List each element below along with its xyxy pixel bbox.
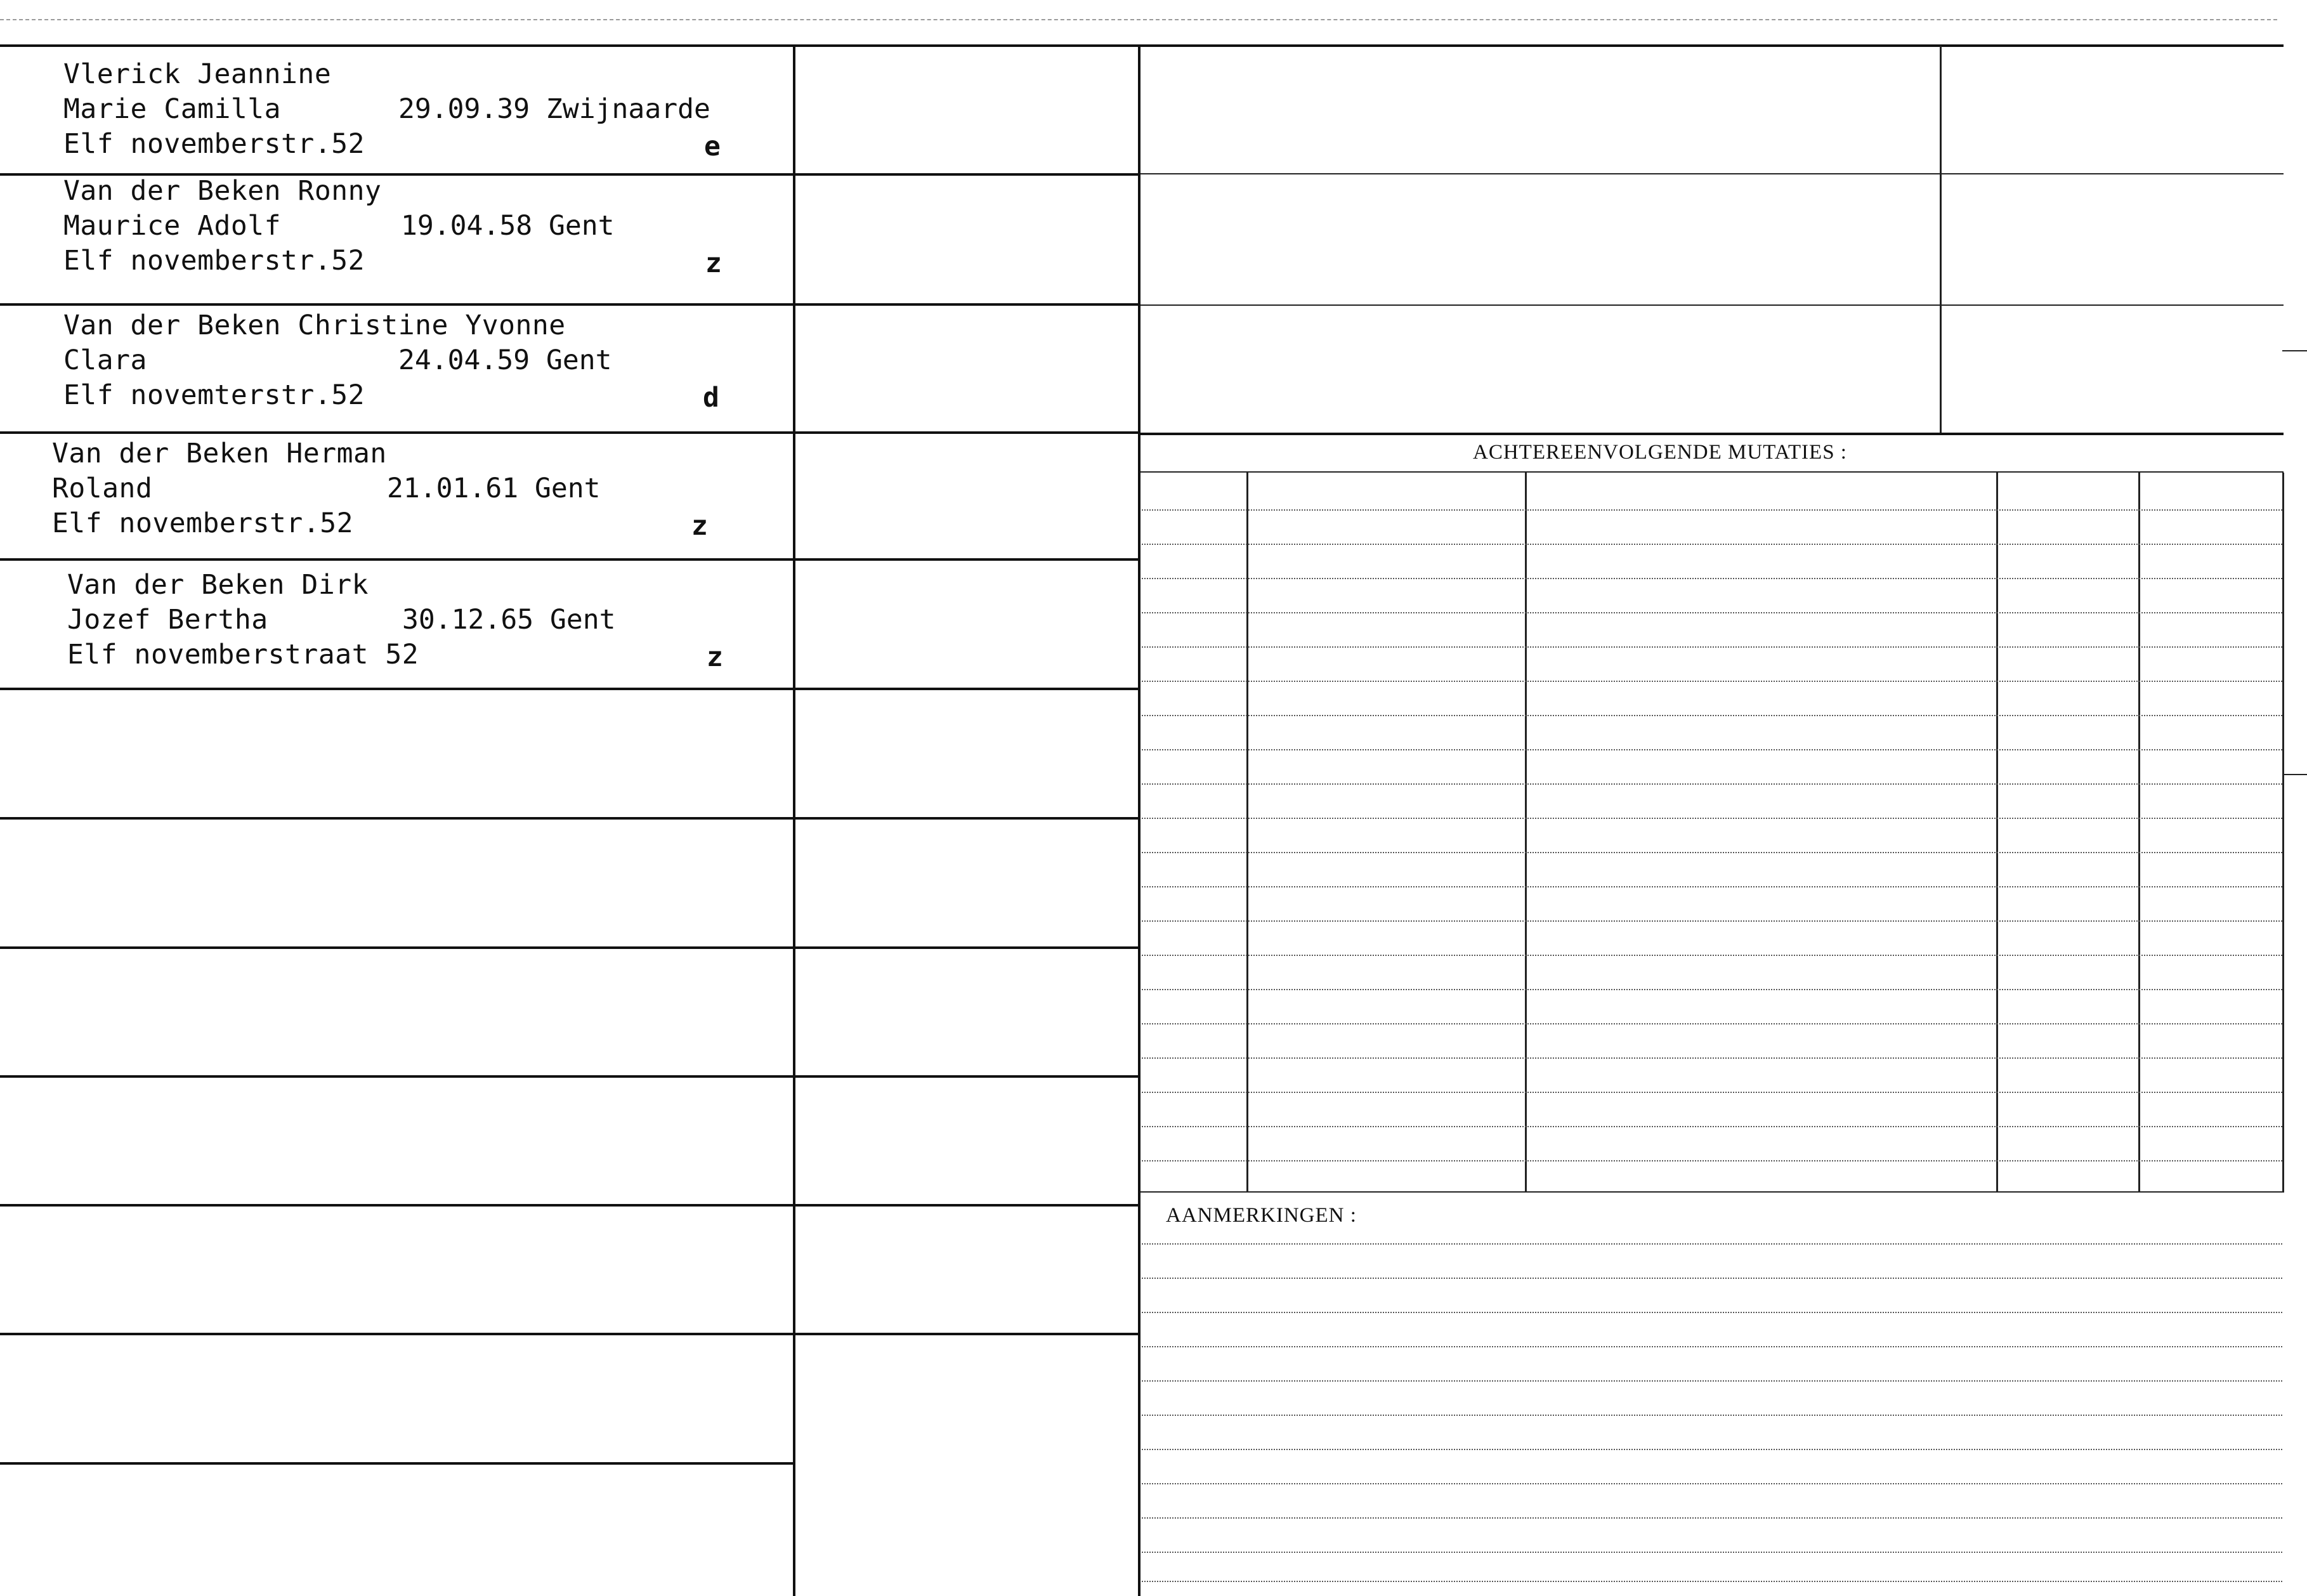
right-row-line (1140, 304, 2284, 306)
record-address: Elf novemberstraat 52 (67, 639, 419, 670)
record-address: Elf novemberstr.52 (52, 507, 353, 539)
mutaties-ruled-line (1142, 612, 2282, 613)
record-given-names: Roland (52, 473, 153, 504)
middle-row-line (795, 1075, 1138, 1078)
left-row-line (0, 688, 793, 690)
left-column-divider (793, 46, 795, 1596)
record-status-code: d (703, 382, 719, 414)
middle-row-line (795, 558, 1138, 561)
mutaties-col-divider (1246, 473, 1248, 1193)
mutaties-ruled-line (1142, 818, 2282, 819)
left-row-line (0, 558, 793, 561)
left-row-line (0, 431, 793, 434)
middle-row-line (795, 431, 1138, 434)
mutaties-bottom-line (1140, 1191, 2284, 1193)
mutaties-ruled-line (1142, 989, 2282, 990)
edge-tick (2282, 350, 2307, 351)
aanmerkingen-ruled-line (1142, 1380, 2282, 1382)
record-birth-date-place: 30.12.65 Gent (402, 604, 616, 636)
right-row-line (1140, 173, 2284, 174)
mutaties-ruled-line (1142, 509, 2282, 511)
middle-row-line (795, 817, 1138, 820)
left-row-line (0, 1333, 793, 1335)
aanmerkingen-ruled-line (1142, 1517, 2282, 1519)
left-row-line (0, 303, 793, 306)
aanmerkingen-ruled-line (1142, 1243, 2282, 1245)
mutaties-ruled-line (1142, 1160, 2282, 1161)
mutaties-ruled-line (1142, 1023, 2282, 1024)
aanmerkingen-ruled-line (1142, 1552, 2282, 1553)
mutaties-col-divider (2138, 473, 2140, 1193)
mutaties-ruled-line (1142, 1126, 2282, 1127)
record-status-code: z (707, 641, 723, 673)
aanmerkingen-title: AANMERKINGEN : (1166, 1204, 1357, 1227)
mutaties-ruled-line (1142, 852, 2282, 853)
mutaties-ruled-line (1142, 578, 2282, 579)
right-upper-divider (1940, 46, 1942, 433)
edge-tick (2282, 774, 2307, 775)
mutaties-ruled-line (1142, 646, 2282, 648)
mutaties-header-line (1140, 471, 2284, 473)
record-address: Elf novemberstr.52 (63, 128, 365, 160)
right-row-line (1140, 433, 2284, 435)
record-given-names: Marie Camilla (63, 93, 282, 125)
middle-row-line (795, 173, 1138, 176)
mutaties-ruled-line (1142, 886, 2282, 887)
resident-record (63, 307, 761, 421)
aanmerkingen-ruled-line (1142, 1483, 2282, 1484)
record-address: Elf novemterstr.52 (63, 379, 365, 411)
record-birth-date-place: 19.04.58 Gent (401, 210, 615, 242)
left-row-line (0, 946, 793, 949)
mutaties-title: ACHTEREENVOLGENDE MUTATIES : (1473, 441, 1847, 464)
record-address: Elf novemberstr.52 (63, 245, 365, 277)
resident-record (67, 566, 765, 681)
mutaties-ruled-line (1142, 749, 2282, 750)
mutaties-ruled-line (1142, 715, 2282, 716)
mutaties-ruled-line (1142, 955, 2282, 956)
scan-noise-top (0, 19, 2277, 20)
record-name: Vlerick Jeannine (63, 58, 332, 90)
middle-row-line (795, 303, 1138, 306)
resident-record (63, 56, 761, 170)
left-row-line (0, 1204, 793, 1207)
mutaties-ruled-line (1142, 681, 2282, 682)
record-given-names: Maurice Adolf (63, 210, 282, 242)
aanmerkingen-ruled-line (1142, 1312, 2282, 1313)
middle-row-line (795, 688, 1138, 690)
middle-row-line (795, 1204, 1138, 1207)
aanmerkingen-ruled-line (1142, 1449, 2282, 1450)
middle-row-line (795, 946, 1138, 949)
aanmerkingen-ruled-line (1142, 1581, 2282, 1582)
record-given-names: Clara (63, 344, 147, 376)
record-birth-date-place: 29.09.39 Zwijnaarde (398, 93, 710, 125)
resident-record (63, 173, 761, 287)
aanmerkingen-ruled-line (1142, 1346, 2282, 1347)
resident-record (52, 435, 750, 549)
middle-column-divider (1138, 46, 1140, 1596)
mutaties-ruled-line (1142, 544, 2282, 545)
record-name: Van der Beken Ronny (63, 175, 382, 207)
mutaties-ruled-line (1142, 920, 2282, 922)
mutaties-ruled-line (1142, 783, 2282, 785)
record-name: Van der Beken Christine Yvonne (63, 310, 566, 341)
mutaties-col-divider (1996, 473, 1998, 1193)
record-status-code: z (705, 247, 722, 279)
left-row-line (0, 817, 793, 820)
mutaties-col-divider (2282, 473, 2284, 1193)
record-birth-date-place: 24.04.59 Gent (398, 344, 612, 376)
mutaties-ruled-line (1142, 1092, 2282, 1093)
record-name: Van der Beken Dirk (67, 569, 369, 601)
aanmerkingen-ruled-line (1142, 1415, 2282, 1416)
record-status-code: e (704, 131, 721, 162)
left-row-line (0, 1462, 793, 1465)
left-row-line (0, 1075, 793, 1078)
middle-row-line (795, 1333, 1138, 1335)
record-given-names: Jozef Bertha (67, 604, 268, 636)
mutaties-ruled-line (1142, 1057, 2282, 1059)
record-name: Van der Beken Herman (52, 438, 387, 469)
aanmerkingen-ruled-line (1142, 1278, 2282, 1279)
record-status-code: z (691, 510, 708, 542)
record-birth-date-place: 21.01.61 Gent (387, 473, 601, 504)
mutaties-col-divider (1525, 473, 1527, 1193)
